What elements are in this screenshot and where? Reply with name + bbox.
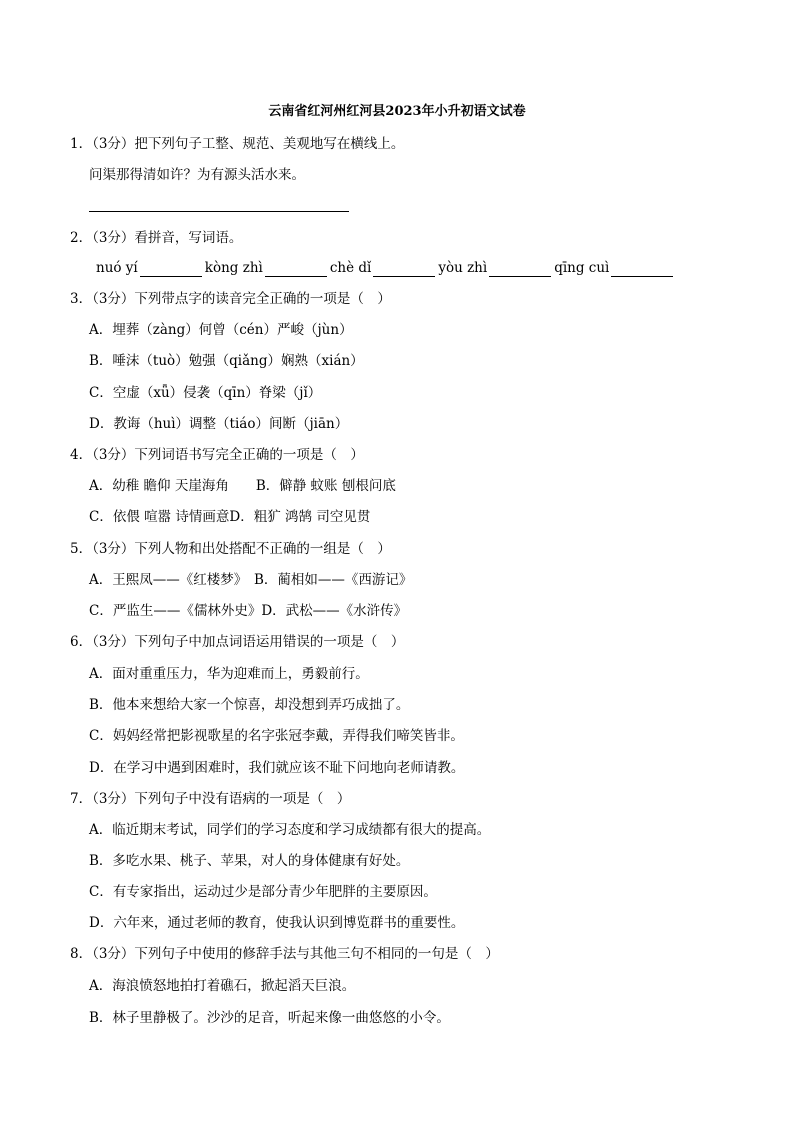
pinyin-text: qīng cuì: [554, 260, 610, 276]
question-7-option-d: D．六年来，通过老师的教育，使我认识到博览群书的重要性。: [89, 915, 465, 931]
pinyin-answer-blank: [140, 264, 202, 277]
question-5-option-ab: A．王熙凤——《红楼梦》 B．蔺相如——《西游记》: [89, 572, 413, 588]
question-3-option-b: B．唾沫（tuò）勉强（qiǎng）娴熟（xián）: [89, 353, 364, 369]
pinyin-item: [554, 259, 676, 277]
pinyin-text: yòu zhì: [438, 260, 488, 276]
pinyin-answer-blank: [489, 264, 551, 277]
question-4-option-ab: A．幼稚 瞻仰 天崖海角 B．僻静 蚊账 刨根问底: [89, 478, 396, 494]
question-3-option-c: C．空虚（xǖ）侵袭（qīn）脊梁（jǐ）: [89, 385, 322, 401]
question-8-option-b: B．林子里静极了。沙沙的足音，听起来像一曲悠悠的小令。: [89, 1010, 450, 1026]
exam-title: 云南省红河州红河县2023年小升初语文试卷: [268, 104, 526, 119]
pinyin-text: chè dǐ: [329, 260, 372, 276]
question-2-pinyin-row: [96, 259, 676, 277]
question-8-stem: 8．（3分）下列句子中使用的修辞手法与其他三句不相同的一句是（ ）: [70, 946, 499, 962]
question-7-option-c: C．有专家指出，运动过少是部分青少年肥胖的主要原因。: [89, 884, 437, 900]
question-5-stem: 5．（3分）下列人物和出处搭配不正确的一组是（ ）: [70, 541, 391, 557]
pinyin-text: nuó yí: [96, 260, 138, 276]
question-6-option-b: B．他本来想给大家一个惊喜，却没想到弄巧成拙了。: [89, 697, 410, 713]
pinyin-item: [438, 259, 554, 277]
question-7-option-b: B．多吃水果、桃子、苹果，对人的身体健康有好处。: [89, 853, 410, 869]
question-6-option-d: D．在学习中遇到困难时，我们就应该不耻下问地向老师请教。: [89, 760, 465, 776]
pinyin-answer-blank: [611, 264, 673, 277]
question-7-stem: 7．（3分）下列句子中没有语病的一项是（ ）: [70, 791, 351, 807]
pinyin-item: [330, 259, 439, 277]
question-6-option-a: A．面对重重压力，华为迎难而上，勇毅前行。: [89, 666, 369, 682]
question-6-stem: 6．（3分）下列句子中加点词语运用错误的一项是（ ）: [70, 634, 405, 650]
pinyin-item: [96, 259, 205, 277]
question-1-stem: 1．（3分）把下列句子工整、规范、美观地写在横线上。: [70, 136, 405, 152]
question-1-sentence: 问渠那得清如许？为有源头活水来。: [89, 167, 305, 183]
question-8-option-a: A．海浪愤怒地拍打着礁石，掀起滔天巨浪。: [89, 978, 356, 994]
question-4-option-cd: C．依偎 喧嚣 诗情画意D．粗犷 鸿鹄 司空见贯: [89, 509, 371, 525]
pinyin-item: [205, 259, 330, 277]
question-3-stem: 3．（3分）下列带点字的读音完全正确的一项是（ ）: [70, 291, 391, 307]
question-7-option-a: A．临近期末考试，同学们的学习态度和学习成绩都有很大的提高。: [89, 822, 491, 838]
question-6-option-c: C．妈妈经常把影视歌星的名字张冠李戴，弄得我们啼笑皆非。: [89, 728, 464, 744]
question-3-option-a: A．埋葬（zàng）何曾（cén）严峻（jùn）: [89, 322, 353, 338]
pinyin-answer-blank: [265, 264, 327, 277]
pinyin-answer-blank: [373, 264, 435, 277]
question-1-answer-line: [89, 211, 349, 212]
question-3-option-d: D．教诲（huì）调整（tiáo）间断（jiān）: [89, 416, 349, 432]
pinyin-text: kòng zhì: [204, 260, 263, 276]
question-4-stem: 4．（3分）下列词语书写完全正确的一项是（ ）: [70, 447, 364, 463]
question-2-stem: 2．（3分）看拼音，写词语。: [70, 230, 243, 246]
question-5-option-cd: C．严监生——《儒林外史》D．武松——《水浒传》: [89, 603, 408, 619]
